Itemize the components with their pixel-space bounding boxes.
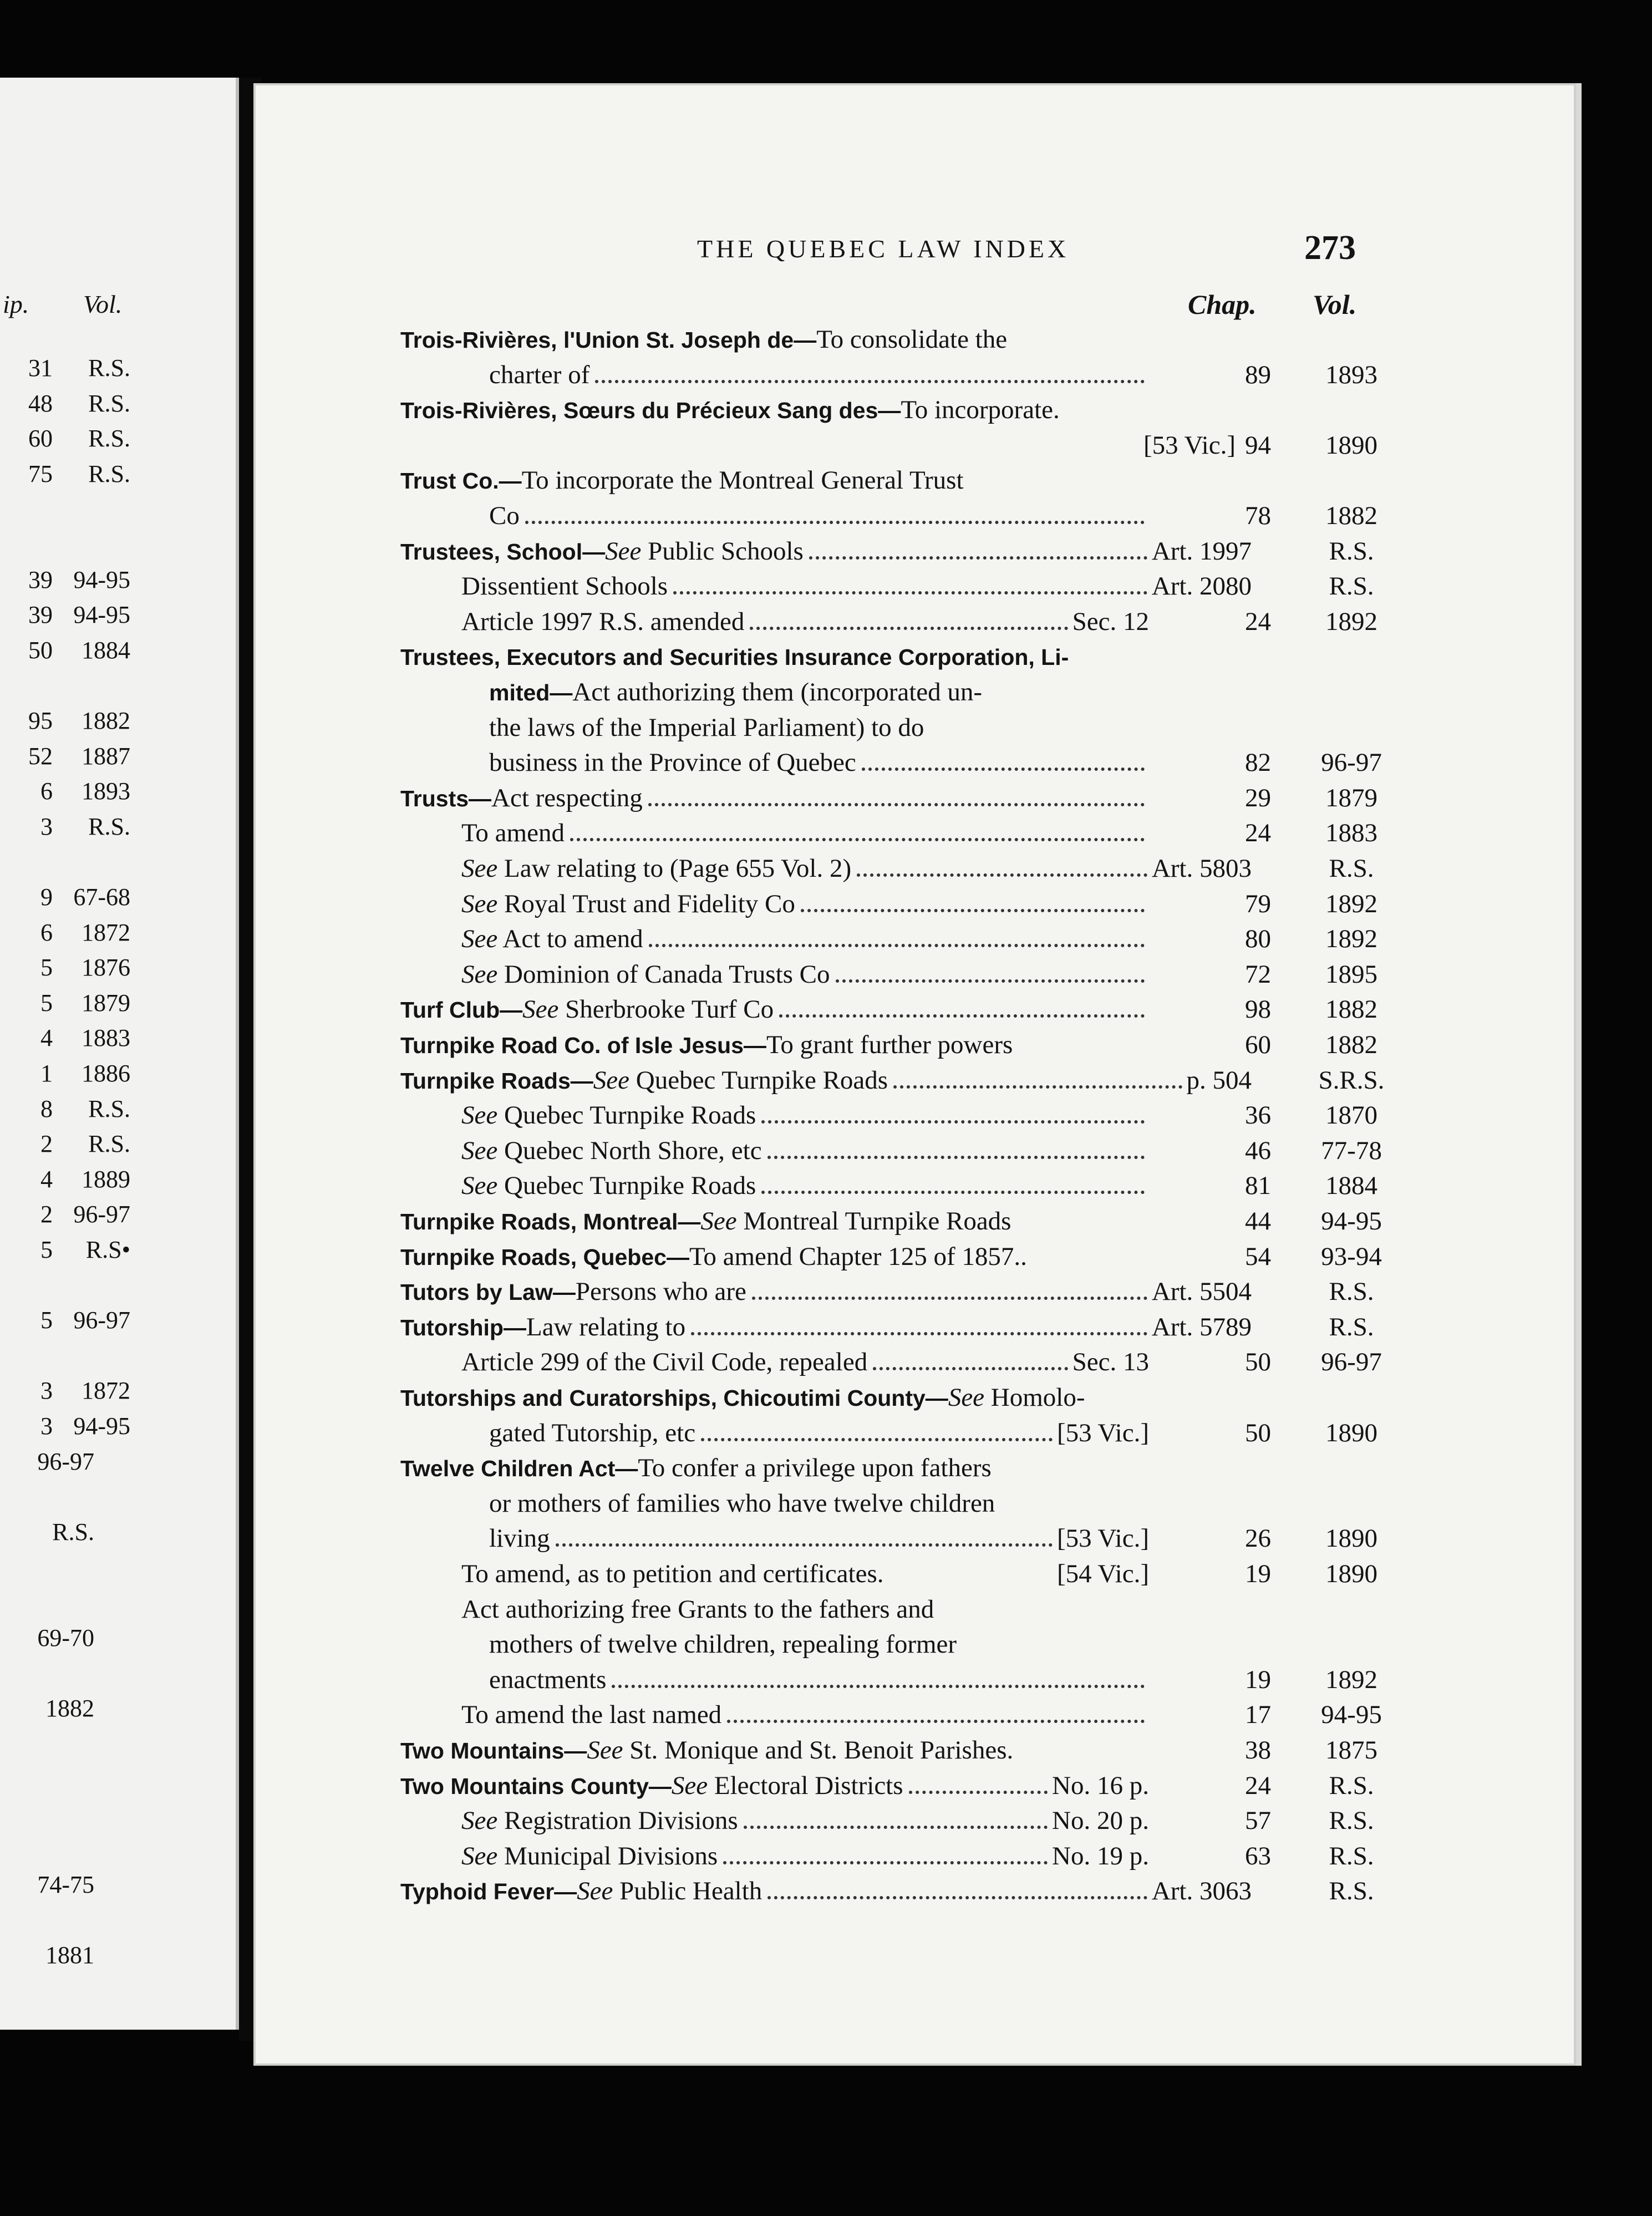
left-volume: 67-68 xyxy=(73,883,130,911)
index-entry-row xyxy=(253,428,1576,463)
chapter-number: 98 xyxy=(1245,995,1271,1024)
index-entry-row xyxy=(253,886,1576,922)
index-entry-row xyxy=(253,1133,1576,1168)
volume: 1892 xyxy=(1325,1665,1377,1694)
entry-text: Registration Divisions xyxy=(497,1806,738,1836)
index-entry-row xyxy=(253,1344,1576,1380)
entry-text: Quebec Turnpike Roads xyxy=(497,1171,756,1201)
entry-text: enactments xyxy=(489,1665,607,1694)
volume: S.R.S. xyxy=(1318,1065,1385,1095)
index-entry-row xyxy=(253,1592,1576,1627)
chapter-number: 81 xyxy=(1245,1171,1271,1201)
left-chapter-number: 6 xyxy=(40,918,53,946)
entry-text: or mothers of families who have twelve children xyxy=(489,1488,995,1518)
volume: 1882 xyxy=(1325,995,1377,1024)
chapter-number: 94 xyxy=(1245,430,1271,460)
entry-text: To grant further powers xyxy=(766,1030,1013,1059)
entry-heading: Trusts— xyxy=(400,785,492,811)
left-volume: 74-75 xyxy=(37,1871,94,1898)
chapter-number: 54 xyxy=(1245,1242,1271,1271)
entry-text: mothers of twelve children, repealing former xyxy=(489,1630,957,1659)
index-entry-row xyxy=(253,604,1576,639)
chapter-number: 36 xyxy=(1245,1101,1271,1130)
left-chapter-number: 4 xyxy=(40,1024,53,1052)
volume: 77-78 xyxy=(1321,1136,1382,1165)
entry-text: Montreal Turnpike Roads xyxy=(736,1207,1011,1236)
left-row xyxy=(0,1447,236,1483)
index-entry-row xyxy=(253,992,1576,1027)
entry-text: Public Health xyxy=(613,1877,763,1906)
index-entry-row xyxy=(253,1768,1576,1803)
index-entry-row xyxy=(253,392,1576,428)
volume: 93-94 xyxy=(1321,1242,1382,1271)
volume: 1895 xyxy=(1325,959,1377,989)
left-row xyxy=(0,777,236,812)
index-entry-row xyxy=(253,322,1576,357)
entry-text: To incorporate. xyxy=(901,395,1060,425)
entry-heading: Two Mountains— xyxy=(400,1738,587,1763)
chapter-number: 89 xyxy=(1245,360,1271,389)
chapter-number: 72 xyxy=(1245,959,1271,989)
left-row xyxy=(0,1941,236,1976)
left-row xyxy=(0,1412,236,1447)
left-volume: 1883 xyxy=(82,1024,130,1052)
left-volume: 1879 xyxy=(82,989,130,1016)
left-volume: 96-97 xyxy=(37,1447,94,1475)
left-volume: R.S• xyxy=(85,1236,130,1263)
left-row xyxy=(0,354,236,389)
index-entry-row xyxy=(253,1803,1576,1838)
entry-reference: [54 Vic.] xyxy=(1057,1559,1149,1588)
left-chap-header: ip. xyxy=(3,290,29,318)
index-entry-row xyxy=(253,851,1576,886)
see-reference: See xyxy=(700,1207,737,1236)
chapter-number: 17 xyxy=(1245,1700,1271,1730)
index-entry-row xyxy=(253,745,1576,780)
left-row xyxy=(0,1306,236,1341)
left-chapter-number: 6 xyxy=(40,777,53,805)
left-row xyxy=(0,1165,236,1201)
entry-reference: p. 504 xyxy=(1186,1065,1252,1095)
index-entry-row xyxy=(253,1450,1576,1486)
left-row xyxy=(0,566,236,601)
left-row xyxy=(0,1518,236,1553)
left-chapter-number: 9 xyxy=(40,883,53,911)
left-vol-header: Vol. xyxy=(83,290,123,318)
index-entry-row xyxy=(253,921,1576,957)
volume: R.S. xyxy=(1329,854,1374,883)
index-entry-row xyxy=(253,1732,1576,1768)
left-chapter-number: 4 xyxy=(40,1165,53,1193)
entry-text: Law relating to (Page 655 Vol. 2) xyxy=(497,854,852,883)
entry-text: To amend the last named xyxy=(461,1700,722,1730)
see-reference: See xyxy=(605,536,642,566)
entry-heading: Tutorships and Curatorships, Chicoutimi County— xyxy=(400,1385,948,1411)
left-volume: 1893 xyxy=(82,777,130,805)
see-reference: See xyxy=(593,1065,630,1095)
volume: R.S. xyxy=(1329,1877,1374,1906)
volume: R.S. xyxy=(1329,1771,1374,1800)
entry-text: Homolo- xyxy=(984,1383,1085,1412)
entry-heading: Trois-Rivières, l'Union St. Joseph de— xyxy=(400,327,817,353)
see-reference: See xyxy=(461,1841,498,1871)
entry-heading: Tutorship— xyxy=(400,1314,526,1340)
entry-text: charter of xyxy=(489,360,590,389)
vol-column-header: Vol. xyxy=(1313,289,1357,320)
left-chapter-number: 1 xyxy=(40,1060,53,1087)
index-entry-row xyxy=(253,1203,1576,1239)
running-head: THE QUEBEC LAW INDEX xyxy=(697,235,1070,263)
left-row xyxy=(0,1871,236,1906)
left-row xyxy=(0,1024,236,1059)
entry-reference: [53 Vic.] xyxy=(1057,1524,1149,1553)
left-volume: R.S. xyxy=(88,1095,130,1122)
index-entry-row xyxy=(253,1027,1576,1063)
entry-text: Quebec North Shore, etc xyxy=(497,1136,762,1165)
volume: R.S. xyxy=(1329,1806,1374,1836)
left-volume: 1882 xyxy=(82,707,130,734)
index-entry-row xyxy=(253,710,1576,745)
see-reference: See xyxy=(461,1101,498,1130)
volume: 94-95 xyxy=(1321,1207,1382,1236)
left-chapter-number: 3 xyxy=(40,1412,53,1440)
left-chapter-number: 48 xyxy=(28,389,53,417)
left-chapter-number: 8 xyxy=(40,1095,53,1122)
volume: R.S. xyxy=(1329,1277,1374,1307)
index-page xyxy=(253,83,1582,2066)
entry-text: Act authorizing them (incorporated un- xyxy=(572,678,983,707)
index-entry-row xyxy=(253,498,1576,533)
volume: R.S. xyxy=(1329,536,1374,566)
left-row xyxy=(0,1624,236,1659)
chapter-number: 46 xyxy=(1245,1136,1271,1165)
left-volume: R.S. xyxy=(88,425,130,453)
volume: R.S. xyxy=(1329,1841,1374,1871)
entry-heading: Turnpike Roads— xyxy=(400,1068,593,1094)
left-volume: R.S. xyxy=(88,354,130,382)
left-row xyxy=(0,742,236,777)
see-reference: See xyxy=(461,1171,498,1201)
volume: 1890 xyxy=(1325,1559,1377,1588)
chapter-number: 82 xyxy=(1245,748,1271,777)
left-row xyxy=(0,953,236,989)
index-entry-row xyxy=(253,780,1576,816)
index-entry-row xyxy=(253,1168,1576,1203)
entry-heading: Trustees, Executors and Securities Insurance Corporation, Li- xyxy=(400,644,1069,670)
see-reference: See xyxy=(461,959,498,989)
left-chapter-number: 75 xyxy=(28,460,53,487)
entry-heading: Tutors by Law— xyxy=(400,1279,576,1305)
volume: R.S. xyxy=(1329,1312,1374,1341)
left-row xyxy=(0,812,236,848)
volume: 1879 xyxy=(1325,783,1377,812)
left-row xyxy=(0,1059,236,1095)
see-reference: See xyxy=(461,854,498,883)
index-entry-row xyxy=(253,1627,1576,1662)
chapter-number: 57 xyxy=(1245,1806,1271,1836)
entry-reference: [53 Vic.] xyxy=(1057,1418,1149,1447)
index-entry-row xyxy=(253,1486,1576,1521)
index-entry-row xyxy=(253,1873,1576,1909)
entry-text: Law relating to xyxy=(526,1312,686,1341)
left-volume: 1872 xyxy=(82,918,130,946)
entry-reference: Art. 5504 xyxy=(1151,1277,1252,1307)
see-reference: See xyxy=(461,924,498,954)
entry-text: Act authorizing free Grants to the fathers and xyxy=(461,1594,934,1624)
entry-text: business in the Province of Quebec xyxy=(489,748,856,777)
left-volume: R.S. xyxy=(88,460,130,487)
chapter-number: 63 xyxy=(1245,1841,1271,1871)
entry-reference: No. 20 p. xyxy=(1052,1806,1149,1836)
chapter-number: 44 xyxy=(1245,1207,1271,1236)
entry-reference: Art. 5803 xyxy=(1151,854,1252,883)
entry-text: Sherbrooke Turf Co xyxy=(558,995,774,1024)
volume: 1892 xyxy=(1325,889,1377,918)
left-volume: 94-95 xyxy=(73,1412,130,1440)
entry-heading: Typhoid Fever— xyxy=(400,1879,577,1905)
see-reference: See xyxy=(948,1383,985,1412)
left-volume: R.S. xyxy=(88,812,130,840)
entry-text: Persons who are xyxy=(575,1277,746,1307)
entry-text: Co xyxy=(489,501,520,530)
index-entry-row xyxy=(253,957,1576,992)
left-volume: 1881 xyxy=(45,1941,94,1969)
entry-heading: Turf Club— xyxy=(400,997,523,1023)
volume: 1882 xyxy=(1325,501,1377,530)
left-row xyxy=(0,1236,236,1271)
index-entry-row xyxy=(253,815,1576,851)
left-chapter-number: 39 xyxy=(28,601,53,629)
see-reference: See xyxy=(461,1136,498,1165)
left-row xyxy=(0,883,236,918)
left-row xyxy=(0,918,236,954)
left-page-fragment xyxy=(0,78,239,2030)
entry-text: To amend xyxy=(461,819,565,848)
index-entry-row xyxy=(253,533,1576,569)
left-chapter-number: 5 xyxy=(40,954,53,982)
volume: 96-97 xyxy=(1321,748,1382,777)
chapter-number: 50 xyxy=(1245,1348,1271,1377)
volume: 1882 xyxy=(1325,1030,1377,1059)
entry-reference: Art. 2080 xyxy=(1151,572,1252,601)
left-volume: 94-95 xyxy=(73,601,130,629)
left-row xyxy=(0,424,236,460)
left-volume: 96-97 xyxy=(73,1307,130,1334)
left-volume: 1876 xyxy=(82,954,130,982)
entry-text: Dissentient Schools xyxy=(461,572,668,601)
see-reference: See xyxy=(671,1771,708,1800)
entry-text: Act respecting xyxy=(491,783,643,812)
entry-text: Municipal Divisions xyxy=(497,1841,718,1871)
left-volume: 1872 xyxy=(82,1377,130,1405)
left-row xyxy=(0,389,236,425)
entry-text: Article 1997 R.S. amended xyxy=(461,607,745,636)
left-volume: R.S. xyxy=(88,1130,130,1158)
chapter-number: 50 xyxy=(1245,1418,1271,1447)
index-entry-row xyxy=(253,1662,1576,1697)
see-reference: See xyxy=(522,995,559,1024)
index-entry-row xyxy=(253,1380,1576,1415)
entry-text: living xyxy=(489,1524,550,1553)
left-volume: 69-70 xyxy=(37,1624,94,1651)
chapter-number: 26 xyxy=(1245,1524,1271,1553)
volume: 1890 xyxy=(1325,430,1377,460)
entry-heading: Turnpike Road Co. of Isle Jesus— xyxy=(400,1033,766,1058)
page-number: 273 xyxy=(1304,229,1356,267)
index-entry-row xyxy=(253,357,1576,393)
entry-text: Public Schools xyxy=(641,536,804,566)
left-row xyxy=(0,601,236,636)
entry-text: Article 299 of the Civil Code, repealed xyxy=(461,1348,868,1377)
index-entry-row xyxy=(253,462,1576,498)
entry-reference: [53 Vic.] xyxy=(1143,430,1236,460)
index-entry-row xyxy=(253,1521,1576,1556)
entry-text: To incorporate the Montreal General Trust xyxy=(521,466,964,495)
left-chapter-number: 52 xyxy=(28,742,53,770)
entry-reference: Art. 1997 xyxy=(1151,536,1252,566)
entry-heading: Twelve Children Act— xyxy=(400,1456,638,1482)
left-row xyxy=(0,1694,236,1730)
chapter-number: 24 xyxy=(1245,819,1271,848)
index-entry-row xyxy=(253,1697,1576,1732)
left-row xyxy=(0,1200,236,1236)
volume: 96-97 xyxy=(1321,1348,1382,1377)
entry-heading: mited— xyxy=(489,680,573,705)
left-chapter-number: 60 xyxy=(28,425,53,453)
entry-text: Dominion of Canada Trusts Co xyxy=(497,959,830,989)
volume: 1892 xyxy=(1325,924,1377,954)
see-reference: See xyxy=(461,889,498,918)
chapter-number: 24 xyxy=(1245,607,1271,636)
entry-text: Act to amend xyxy=(497,924,643,954)
left-chapter-number: 2 xyxy=(40,1130,53,1158)
entry-heading: Trustees, School— xyxy=(400,538,606,565)
index-entry-row xyxy=(253,1097,1576,1133)
chapter-number: 19 xyxy=(1245,1559,1271,1588)
left-volume: 1887 xyxy=(82,742,130,770)
entry-text: St. Monique and St. Benoit Parishes. xyxy=(623,1736,1014,1765)
entry-reference: No. 19 p. xyxy=(1052,1841,1149,1871)
index-entry-row xyxy=(253,1274,1576,1309)
entry-text: gated Tutorship, etc xyxy=(489,1418,696,1447)
chapter-number: 78 xyxy=(1245,501,1271,530)
entry-reference: No. 16 p. xyxy=(1052,1771,1149,1800)
volume: 1890 xyxy=(1325,1524,1377,1553)
left-volume: R.S. xyxy=(88,389,130,417)
left-chapter-number: 5 xyxy=(40,1307,53,1334)
left-row xyxy=(0,989,236,1024)
index-entry-row xyxy=(253,1415,1576,1451)
entry-text: Quebec Turnpike Roads xyxy=(497,1101,756,1130)
index-entry-row xyxy=(253,674,1576,710)
entry-text: To amend, as to petition and certificates. xyxy=(461,1559,884,1588)
index-entry-row xyxy=(253,639,1576,674)
entry-text: Electoral Districts xyxy=(708,1771,903,1800)
volume: 1883 xyxy=(1325,819,1377,848)
see-reference: See xyxy=(577,1877,613,1906)
left-row xyxy=(0,1130,236,1165)
chapter-number: 24 xyxy=(1245,1771,1271,1800)
volume: 1870 xyxy=(1325,1101,1377,1130)
entry-heading: Trois-Rivières, Sœurs du Précieux Sang des— xyxy=(400,398,901,424)
left-chapter-number: 2 xyxy=(40,1201,53,1228)
index-entry-row xyxy=(253,1838,1576,1874)
index-entry-row xyxy=(253,1309,1576,1345)
chapter-number: 29 xyxy=(1245,783,1271,812)
entry-text: Royal Trust and Fidelity Co xyxy=(497,889,795,918)
volume: 94-95 xyxy=(1321,1700,1382,1730)
entry-reference: Art. 3063 xyxy=(1151,1877,1252,1906)
left-row xyxy=(0,707,236,742)
entry-text: To consolidate the xyxy=(816,325,1008,354)
left-chapter-number: 3 xyxy=(40,812,53,840)
volume: 1875 xyxy=(1325,1736,1377,1765)
volume: R.S. xyxy=(1329,572,1374,601)
left-volume: R.S. xyxy=(52,1518,94,1546)
chapter-number: 60 xyxy=(1245,1030,1271,1059)
chapter-number: 38 xyxy=(1245,1736,1271,1765)
left-volume: 96-97 xyxy=(73,1201,130,1228)
index-entry-row xyxy=(253,1556,1576,1592)
left-volume: 1886 xyxy=(82,1060,130,1087)
index-entry-row xyxy=(253,568,1576,604)
left-chapter-number: 3 xyxy=(40,1377,53,1405)
left-chapter-number: 5 xyxy=(40,1236,53,1263)
left-row xyxy=(0,636,236,672)
see-reference: See xyxy=(461,1806,498,1836)
left-row xyxy=(0,1095,236,1130)
left-row xyxy=(0,460,236,495)
entry-heading: Turnpike Roads, Montreal— xyxy=(400,1209,701,1234)
chap-column-header: Chap. xyxy=(1188,289,1257,320)
entry-heading: Turnpike Roads, Quebec— xyxy=(400,1244,689,1270)
see-reference: See xyxy=(587,1736,623,1765)
entry-reference: Sec. 13 xyxy=(1072,1348,1149,1377)
left-volume: 94-95 xyxy=(73,566,130,593)
chapter-number: 19 xyxy=(1245,1665,1271,1694)
left-volume: 1884 xyxy=(82,636,130,664)
entry-text: To confer a privilege upon fathers xyxy=(638,1453,992,1483)
entry-text: the laws of the Imperial Parliament) to do xyxy=(489,713,924,742)
left-volume: 1882 xyxy=(45,1694,94,1722)
volume: 1893 xyxy=(1325,360,1377,389)
volume: 1890 xyxy=(1325,1418,1377,1447)
chapter-number: 80 xyxy=(1245,924,1271,954)
left-chapter-number: 95 xyxy=(28,707,53,734)
chapter-number: 79 xyxy=(1245,889,1271,918)
index-entry-row xyxy=(253,1239,1576,1274)
volume: 1884 xyxy=(1325,1171,1377,1201)
entry-text: Quebec Turnpike Roads xyxy=(629,1065,888,1095)
entry-text: To amend Chapter 125 of 1857.. xyxy=(689,1242,1027,1271)
left-chapter-number: 5 xyxy=(40,989,53,1016)
left-row xyxy=(0,1376,236,1412)
left-volume: 1889 xyxy=(82,1165,130,1193)
left-chapter-number: 39 xyxy=(28,566,53,593)
volume: 1892 xyxy=(1325,607,1377,636)
entry-reference: Sec. 12 xyxy=(1072,607,1149,636)
index-entry-row xyxy=(253,1063,1576,1098)
entry-heading: Trust Co.— xyxy=(400,468,522,494)
left-chapter-number: 31 xyxy=(28,354,53,382)
entry-heading: Two Mountains County— xyxy=(400,1773,672,1799)
entry-reference: Art. 5789 xyxy=(1151,1312,1252,1341)
left-chapter-number: 50 xyxy=(28,636,53,664)
